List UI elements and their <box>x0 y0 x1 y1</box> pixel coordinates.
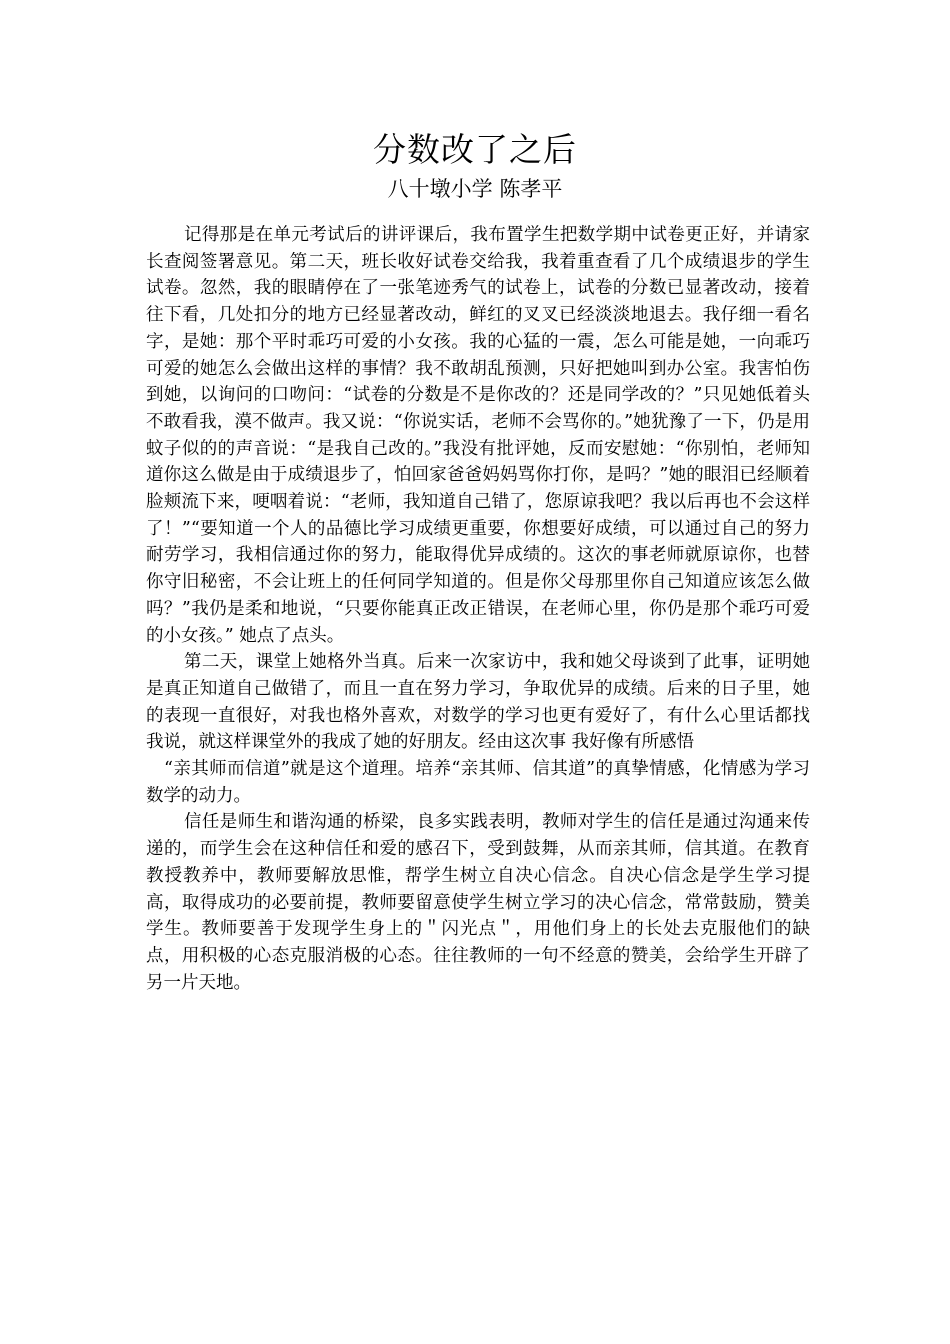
document-title: 分数改了之后 <box>373 130 577 169</box>
paragraph-1: 记得那是在单元考试后的讲评课后，我布置学生把数学期中试卷更正好，并请家长查阅签署意见。第二天，班长收好试卷交给我，我着重查看了几个成绩退步的学生试卷。忽然，我的眼睛停在了一张笔迹秀气的试卷上，试卷的分数已显著改动，接着往下看，几处扣分的地方已经显著改动，鲜红的叉叉已经淡淡地退去。我仔细一看名字，是她：那个平时乖巧可爱的小女孩。我的心猛的一震，怎么可能是她，一向乖巧可爱的她怎么会做出这样的事情？我不敢胡乱预测，只好把她叫到办公室。我害怕伤到她，以询问的口吻问：“试卷的分数是不是你改的？还是同学改的？”只见她低着头不敢看我，漠不做声。我又说：“你说实话，老师不会骂你的。”她犹豫了一下，仍是用蚊子似的的声音说：“是我自己改的。”我没有批评她，反而安慰她：“你别怕，老师知道你这么做是由于成绩退步了，怕回家爸爸妈妈骂你打你，是吗？”她的眼泪已经顺着脸颊流下来，哽咽着说：“老师，我知道自己错了，您原谅我吧？我以后再也不会这样了！”“要知道一个人的品德比学习成绩更重要，你想要好成绩，可以通过自己的努力耐劳学习，我相信通过你的努力，能取得优异成绩的。这次的事老师就原谅你，也替你守旧秘密，不会让班上的任何同学知道的。但是你父母那里你自己知道应该怎么做吗？”我仍是柔和地说，“只要你能真正改正错误，在老师心里，你仍是那个乖巧可爱的小女孩。” 她点了点头。 <box>146 225 810 646</box>
paragraph-4: 信任是师生和谐沟通的桥梁，良多实践表明，教师对学生的信任是通过沟通来传递的，而学生会在这种信任和爱的感召下，受到鼓舞，从而亲其师，信其道。在教育教授教养中，教师要解放思惟，帮学生树立自决心信念。自决心信念是学生学习提高，取得成功的必要前提，教师要留意使学生树立学习的决心信念，常常鼓励，赞美学生。教师要善于发现学生身上的＂闪光点＂，用他们身上的长处去克服他们的缺点，用积极的心态克服消极的心态。往往教师的一句不经意的赞美，会给学生开辟了另一片天地。 <box>146 812 810 993</box>
document-author: 八十墩小学 陈孝平 <box>387 177 563 201</box>
paragraph-3: “亲其师而信道”就是这个道理。培养“亲其师、信其道”的真挚情感，化情感为学习数学的动力。 <box>146 759 810 806</box>
paragraph-2: 第二天，课堂上她格外当真。后来一次家访中，我和她父母谈到了此事，证明她是真正知道自己做错了，而且一直在努力学习，争取优异的成绩。后来的日子里，她的表现一直很好，对我也格外喜欢，对数学的学习也更有爱好了，有什么心里话都找我说，就这样课堂外的我成了她的好朋友。经由这次事 我好像有所感悟 <box>146 652 810 753</box>
document-body <box>146 222 810 996</box>
